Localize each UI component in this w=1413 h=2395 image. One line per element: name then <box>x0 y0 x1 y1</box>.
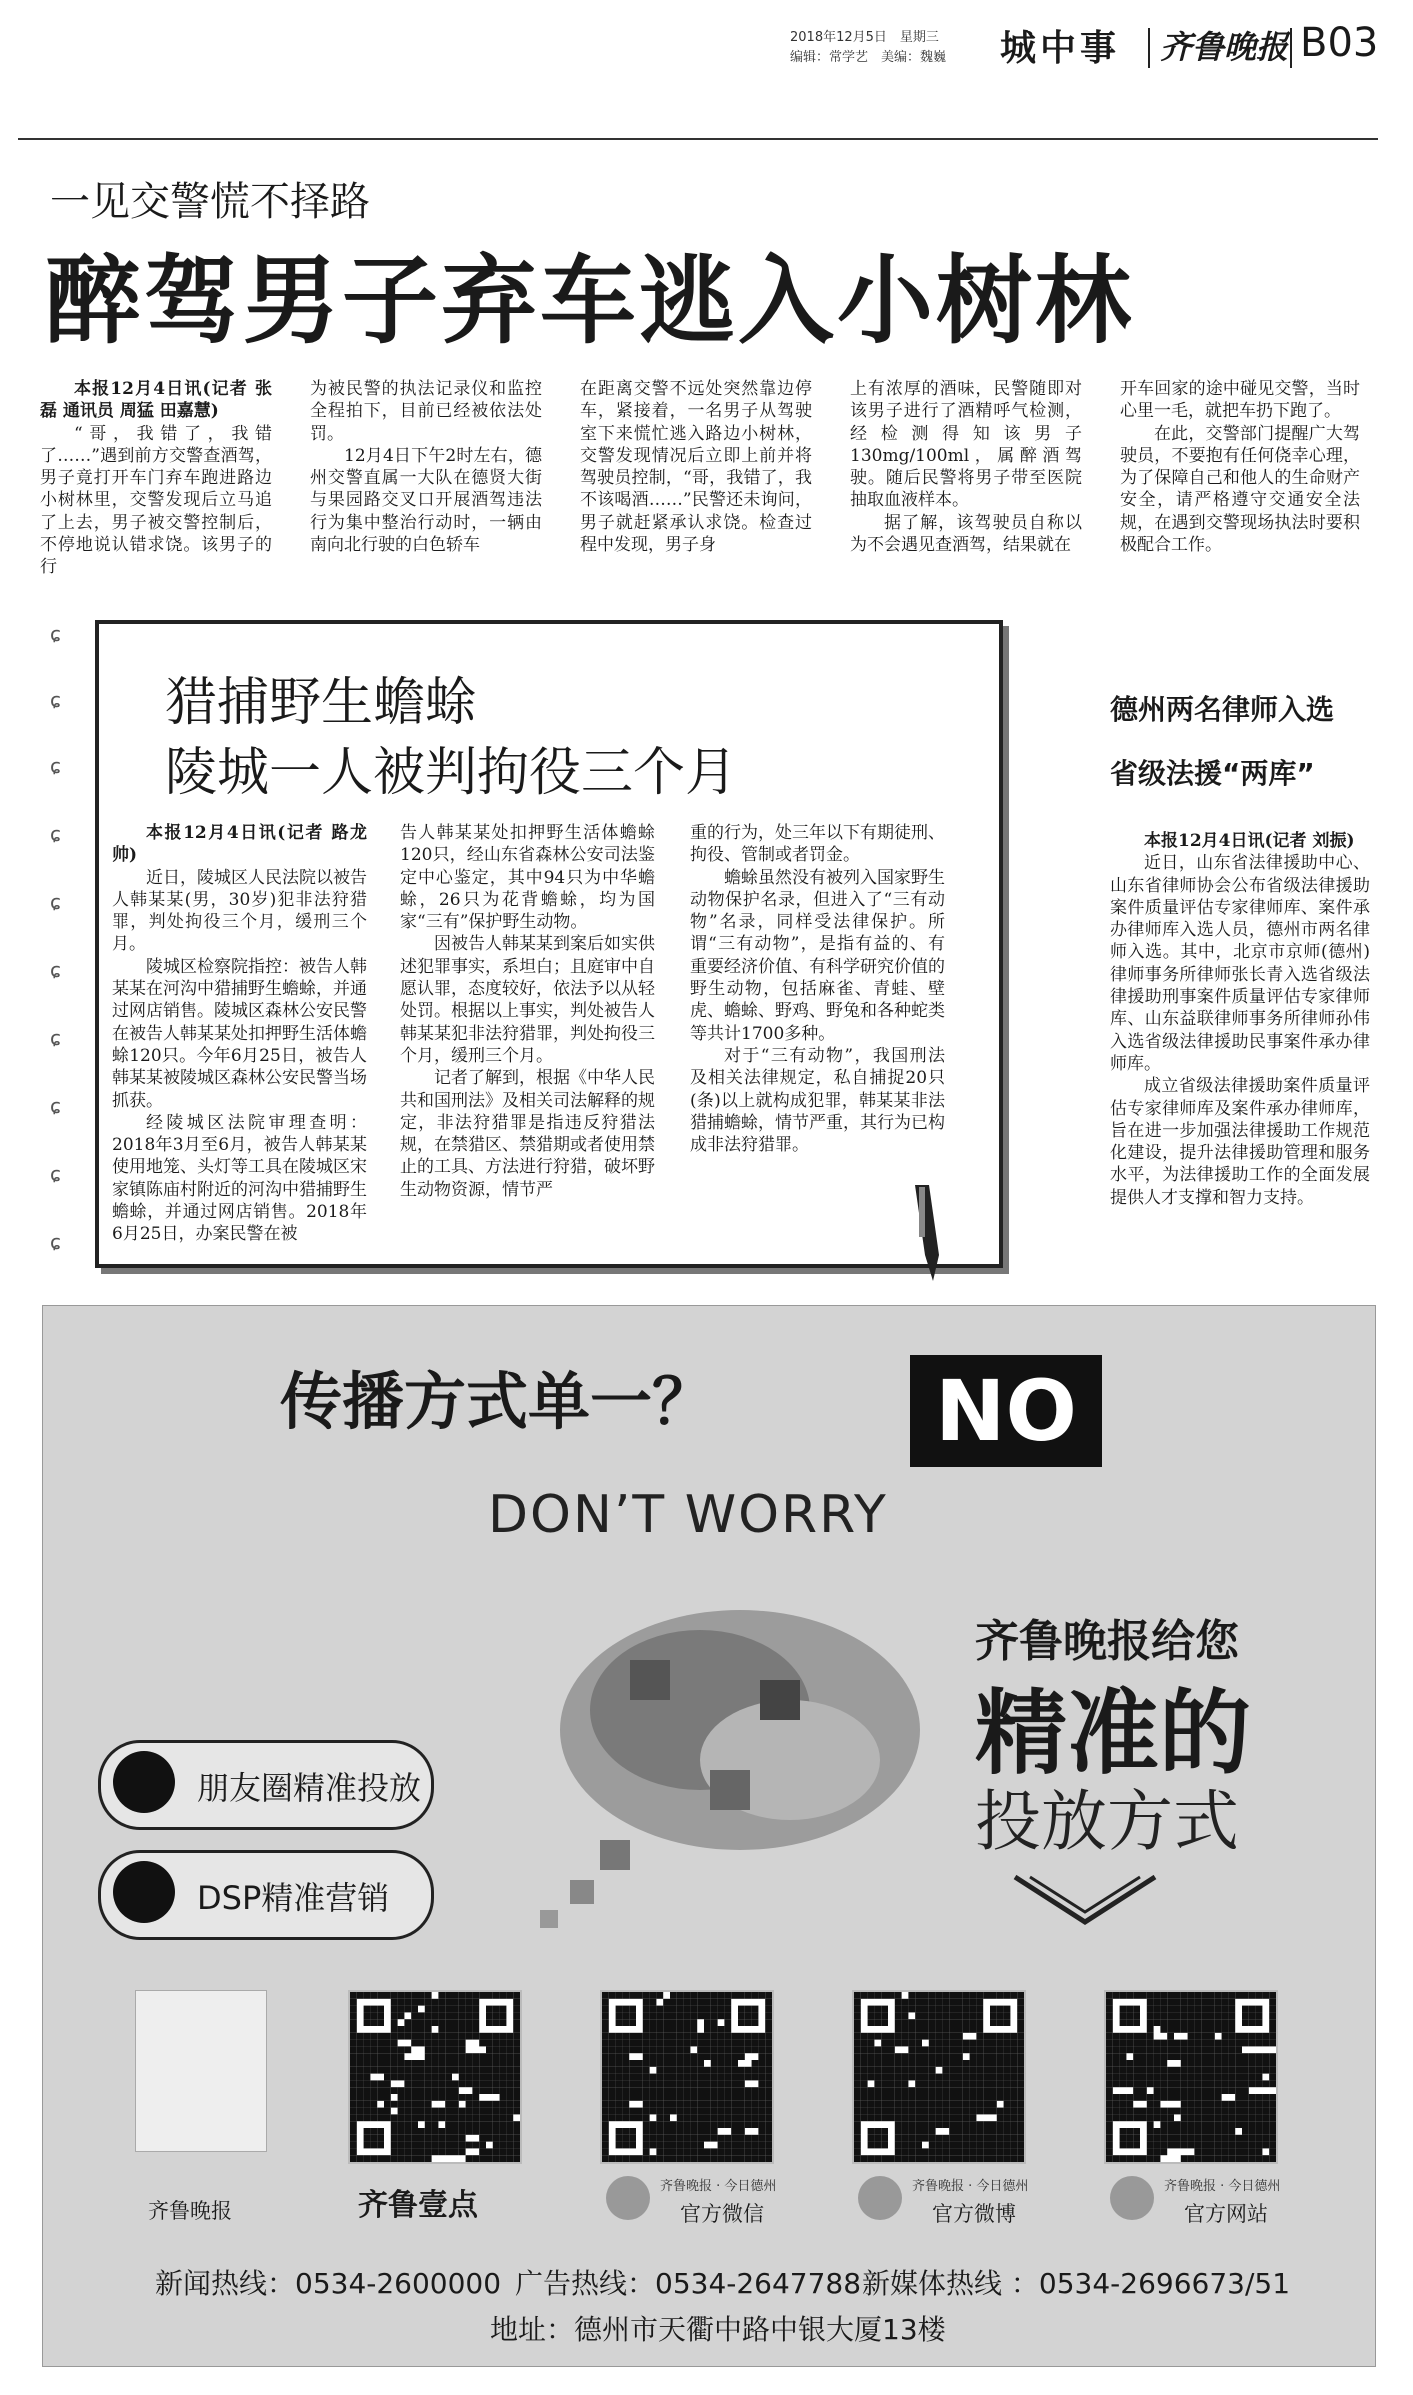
spiral-ring-icon: ɕ <box>50 1230 61 1254</box>
spiral-ring-icon: ɕ <box>50 1162 61 1186</box>
newspaper-caption: 齐鲁晚报 <box>148 2199 232 2223</box>
qr-subtitle: 齐鲁晚报 · 今日德州 <box>912 2179 1029 2194</box>
page-number: B03 <box>1300 20 1379 66</box>
qr-pattern <box>1106 1992 1276 2162</box>
story2-paragraph: 蟾蜍虽然没有被列入国家野生动物保护名录，但进入了“三有动物”名录，同样受法律保护。所谓“三有动物”，是指有益的、有重要经济价值、有科学研究价值的野生动物，包括麻雀、青蛙、壁虎、蟾蜍、野鸡、野兔和各种蛇类等共计1700多种。 <box>690 867 945 1044</box>
puzzle-speech-bubble-icon <box>510 1590 930 1950</box>
story2-headline-line2: 陵城一人被判拘役三个月 <box>165 743 738 803</box>
story1-column-2 <box>310 378 542 556</box>
qr-subtitle: 齐鲁晚报 · 今日德州 <box>1164 2179 1281 2194</box>
swirl-logo-icon <box>113 1861 175 1923</box>
issue-date-text: 2018年12月5日 星期三 <box>790 30 939 45</box>
ad-method-text: 投放方式 <box>975 1783 1239 1860</box>
qr-caption: 官方网站 <box>1184 2202 1268 2226</box>
story2-column-3 <box>690 822 945 1156</box>
story1-paragraph: 在距离交警不远处突然靠边停车，紧接着，一名男子从驾驶室下来慌忙逃入路边小树林，交警发现情况后立即上前并将驾驶员控制，“哥，我错了，我不该喝酒……”民警还未询问，男子就赶紧承认求饶。检查过程中发现，男子身 <box>580 379 812 556</box>
story1-column-5 <box>1120 378 1360 556</box>
qr-code-wechat[interactable] <box>600 1990 774 2164</box>
story2-paragraph: 因被告人韩某某到案后如实供述犯罪事实，系坦白；且庭审中自愿认罪，态度较好，依法予以从轻处罚。根据以上事实，判处被告人韩某某犯非法狩猎罪，判处拘役三个月，缓刑三个月。 <box>400 934 655 1066</box>
ad-offer-line: 齐鲁晚报给您 <box>975 1616 1239 1667</box>
story1-paragraph: 为被民警的执法记录仪和监控全程拍下，目前已经被依法处罚。 <box>310 379 542 444</box>
spiral-ring-icon: ɕ <box>50 1094 61 1118</box>
qr-code-website[interactable] <box>1104 1990 1278 2164</box>
story2-paragraph: 陵城区检察院指控：被告人韩某某在河沟中猎捕野生蟾蜍，并通过网店销售。陵城区森林公安民警在被告人韩某某处扣押野生活体蟾蜍120只。今年6月25日，被告人韩某某被陵城区森林公安民警当场抓获。 <box>112 956 367 1111</box>
qr-pattern <box>854 1992 1024 2162</box>
hotline-news: 新闻热线：0534-2600000 <box>155 2267 502 2300</box>
editors-text: 编辑：常学艺 美编：魏巍 <box>790 50 947 65</box>
dsp-ad-pill <box>98 1850 434 1940</box>
fountain-pen-icon <box>905 1185 965 1285</box>
spiral-ring-icon: ɕ <box>50 890 61 914</box>
story1-byline: 本报12月4日讯(记者 张磊 通讯员 周猛 田嘉慧) <box>40 379 272 422</box>
hotline-new-media: 新媒体热线 ：0534-2696673/51 <box>862 2267 1291 2300</box>
story1-column-1 <box>40 378 272 579</box>
qr-pattern <box>350 1992 520 2162</box>
spiral-ring-icon: ɕ <box>50 688 61 712</box>
story1-kicker: 一见交警慌不择路 <box>50 179 370 225</box>
header-divider <box>1290 28 1292 68</box>
story1-column-4 <box>850 378 1082 556</box>
address: 地址：德州市天衢中路中银大厦13楼 <box>490 2313 946 2346</box>
hotline-ads: 广告热线：0534-2647788 <box>515 2267 862 2300</box>
spiral-ring-icon: ɕ <box>50 822 61 846</box>
story2-column-1 <box>112 822 367 1246</box>
story3-paragraph: 成立省级法律援助案件质量评估专家律师库及案件承办律师库，旨在进一步加强法律援助工作规范化建设，提升法律援助管理和服务水平，为法律援助工作的全面发展提供人才支撑和智力支持。 <box>1110 1076 1370 1208</box>
story2-paragraph: 告人韩某某处扣押野生活体蟾蜍120只，经山东省森林公安司法鉴定中心鉴定，其中94只为中华蟾蜍，26只为花背蟾蜍，均为国家“三有”保护野生动物。 <box>400 823 655 933</box>
story1-paragraph: 在此，交警部门提醒广大驾驶员，不要抱有任何侥幸心理，为了保障自己和他人的生命财产安全，请严格遵守交通安全法规，在遇到交警现场执法时要积极配合工作。 <box>1120 423 1360 556</box>
newspaper-stack-image <box>135 1990 267 2152</box>
story3-headline-line1: 德州两名律师入选 <box>1110 693 1335 726</box>
story1-paragraph: 上有浓厚的酒味，民警随即对该男子进行了酒精呼气检测，经检测得知该男子130mg/100ml，属醉酒驾驶。随后民警将男子带至医院抽取血液样本。 <box>850 379 1082 511</box>
pill-label: DSP精准营销 <box>197 1879 390 1917</box>
qr-code-weibo[interactable] <box>852 1990 1026 2164</box>
pill-label: 朋友圈精准投放 <box>197 1769 422 1807</box>
ad-no-badge: NO <box>910 1355 1102 1467</box>
qr-subtitle: 齐鲁晚报 · 今日德州 <box>660 2179 777 2194</box>
camera-shutter-icon <box>113 1751 175 1813</box>
moments-ad-pill <box>98 1740 434 1830</box>
newspaper-logo: 齐鲁晚报 <box>1160 28 1289 66</box>
wechat-icon <box>606 2176 650 2220</box>
story3-column <box>1110 830 1370 1209</box>
spiral-ring-icon: ɕ <box>50 622 61 646</box>
spiral-ring-icon: ɕ <box>50 1026 61 1050</box>
chevron-down-icon <box>1010 1872 1160 1932</box>
qr-pattern <box>602 1992 772 2162</box>
issue-date <box>790 28 1000 68</box>
qr-caption: 齐鲁壹点 <box>358 2188 478 2223</box>
spiral-ring-icon: ɕ <box>50 958 61 982</box>
header-rule <box>18 138 1378 140</box>
story1-headline: 醉驾男子弃车逃入小树林 <box>45 245 1134 357</box>
story3-headline-line2: 省级法援“两库” <box>1110 757 1315 790</box>
story2-column-2 <box>400 822 655 1201</box>
story2-paragraph: 经陵城区法院审理查明：2018年3月至6月，被告人韩某某使用地笼、头灯等工具在陵城区宋家镇陈庙村附近的河沟中猎捕野生蟾蜍，并通过网店销售。2018年6月25日，办案民警在被 <box>112 1112 367 1245</box>
section-name: 城中事 <box>1000 28 1121 69</box>
browser-icon <box>1110 2176 1154 2220</box>
story1-column-3 <box>580 378 812 556</box>
story2-paragraph: 近日，陵城区人民法院以被告人韩某某(男，30岁)犯非法狩猎罪，判处拘役三个月，缓刑三个月。 <box>112 867 367 955</box>
story2-paragraph: 对于“三有动物”，我国刑法及相关法律规定，私自捕捉20只(条)以上就构成犯罪，韩某某非法猎捕蟾蜍，情节严重，其行为已构成非法狩猎罪。 <box>690 1045 945 1156</box>
story3-paragraph: 近日，山东省法律援助中心、山东省律师协会公布省级法律援助案件质量评估专家律师库、案件承办律师库入选人员，德州市两名律师入选。其中，北京市京师(德州)律师事务所律师张长青入选省级法律援助刑事案件质量评估专家律师库、山东益联律师事务所律师孙伟入选省级法律援助民事案件承办律师库。 <box>1110 853 1370 1074</box>
story1-paragraph: 12月4日下午2时左右，德州交警直属一大队在德贤大街与果园路交叉口开展酒驾违法行为集中整治行动时，一辆由南向北行驶的白色轿车 <box>310 445 542 556</box>
weibo-icon <box>858 2176 902 2220</box>
story2-byline: 本报12月4日讯(记者 路龙帅) <box>112 823 367 866</box>
ad-question: 传播方式单一？ <box>280 1365 715 1438</box>
ad-dont-worry: DON’T WORRY <box>488 1485 888 1545</box>
story1-paragraph: 开车回家的途中碰见交警，当时心里一毛，就把车扔下跑了。 <box>1120 379 1360 422</box>
qr-code-qilu[interactable] <box>348 1990 522 2164</box>
story1-paragraph: 据了解，该驾驶员自称以为不会遇见查酒驾，结果就在 <box>850 512 1082 556</box>
story1-paragraph: “哥，我错了，我错了……”遇到前方交警查酒驾，男子竟打开车门弃车跑进路边小树林里，交警发现后立马追了上去，男子被交警控制后，不停地说认错求饶。该男子的行 <box>40 423 272 578</box>
ad-precise-text: 精准的 <box>975 1680 1252 1787</box>
story2-headline-line1: 猎捕野生蟾蜍 <box>165 673 478 733</box>
qr-caption: 官方微信 <box>680 2202 764 2226</box>
story2-paragraph: 记者了解到，根据《中华人民共和国刑法》及相关司法解释的规定，非法狩猎罪是指违反狩猎法规，在禁猎区、禁猎期或者使用禁止的工具、方法进行狩猎，破坏野生动物资源，情节严 <box>400 1068 655 1200</box>
qr-caption: 官方微博 <box>932 2202 1016 2226</box>
header-divider <box>1148 28 1150 68</box>
story3-byline: 本报12月4日讯(记者 刘振) <box>1144 831 1355 851</box>
spiral-ring-icon: ɕ <box>50 754 61 778</box>
story2-paragraph: 重的行为，处三年以下有期徒刑、拘役、管制或者罚金。 <box>690 823 945 866</box>
